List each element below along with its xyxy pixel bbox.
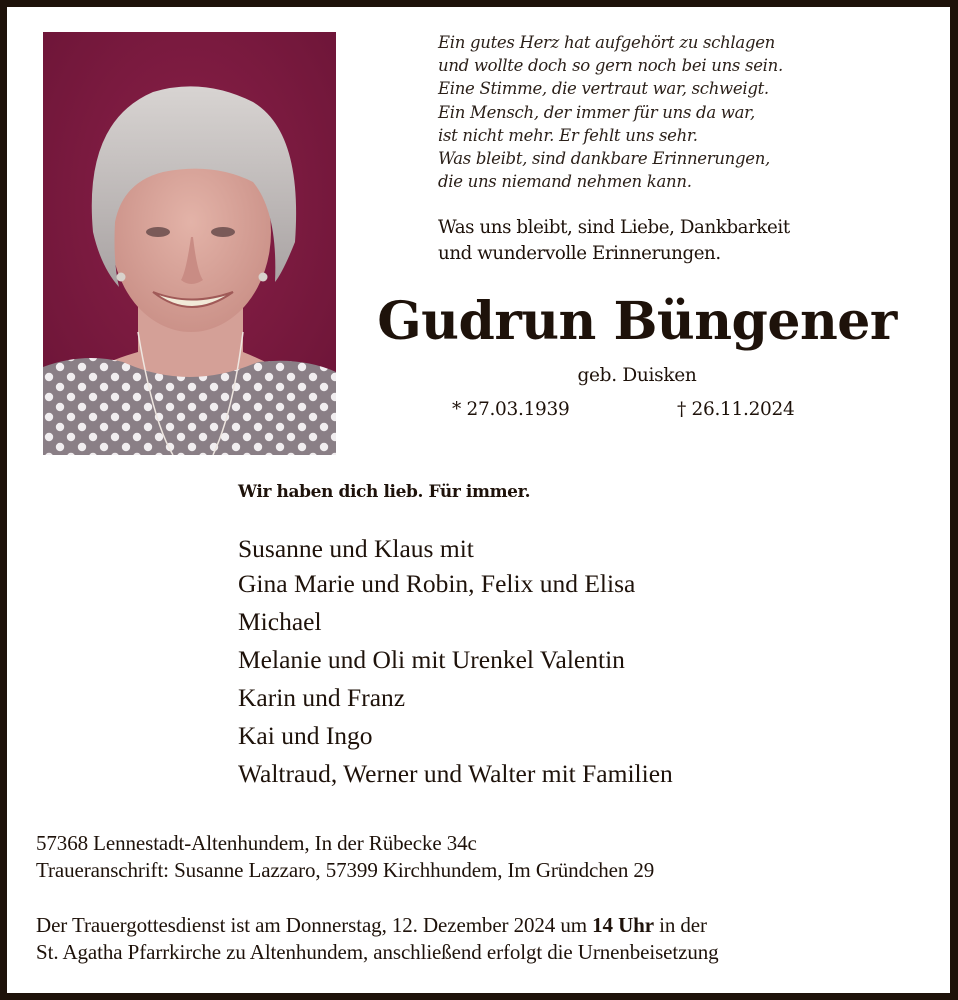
deceased-name: Gudrun Büngener [377, 291, 897, 352]
poem-line: Was bleibt, sind dankbare Erinnerungen, [438, 149, 771, 169]
quote-line: und wundervolle Erinnerungen. [438, 243, 721, 264]
service-line-1 [36, 912, 719, 939]
death-date: † 26.11.2024 [677, 399, 795, 420]
family-member: Kai und Ingo [238, 721, 373, 750]
family-member: Karin und Franz [238, 683, 406, 712]
poem-line: Ein gutes Herz hat aufgehört zu schlagen [438, 33, 775, 52]
service-info [36, 912, 719, 966]
poem-line: Eine Stimme, die vertraut war, schweigt. [438, 79, 769, 99]
poem-line: ist nicht mehr. Er fehlt uns sehr. [438, 125, 698, 145]
poem-line: Ein Mensch, der immer für uns da war, [438, 102, 755, 122]
quote-line: Was uns bleibt, sind Liebe, Dankbarkeit [438, 217, 790, 238]
address-line: 57368 Lennestadt-Altenhundem, In der Rübecke 34c [36, 831, 477, 855]
motto: Wir haben dich lieb. Für immer. [238, 482, 531, 502]
service-line-2: St. Agatha Pfarrkirche zu Altenhundem, anschließend erfolgt die Urnenbeisetzung [36, 940, 719, 964]
birth-name: geb. Duisken [577, 365, 697, 386]
portrait-photo-icon [43, 32, 336, 455]
quote [438, 215, 790, 267]
poem-line: und wollte doch so gern noch bei uns sein. [438, 56, 783, 76]
service-time: 14 Uhr [592, 913, 654, 937]
family-member: Melanie und Oli mit Urenkel Valentin [238, 645, 625, 674]
birth-date: * 27.03.1939 [452, 399, 570, 420]
family-member: Waltraud, Werner und Walter mit Familien [238, 759, 673, 788]
mourning-address-line: Traueranschrift: Susanne Lazzaro, 57399 Kirchhundem, Im Gründchen 29 [36, 858, 655, 882]
family-member: Susanne und Klaus mit [238, 534, 474, 563]
family-member: Michael [238, 607, 322, 636]
poem [438, 31, 783, 193]
obituary-card [7, 7, 950, 993]
service-text: Der Trauergottesdienst ist am Donnerstag, 12. Dezember 2024 um [36, 913, 593, 937]
family-list [238, 533, 673, 793]
family-member: Gina Marie und Robin, Felix und Elisa [238, 569, 636, 598]
poem-line: die uns niemand nehmen kann. [438, 172, 692, 192]
service-text: in der [653, 913, 707, 937]
address [36, 830, 654, 884]
